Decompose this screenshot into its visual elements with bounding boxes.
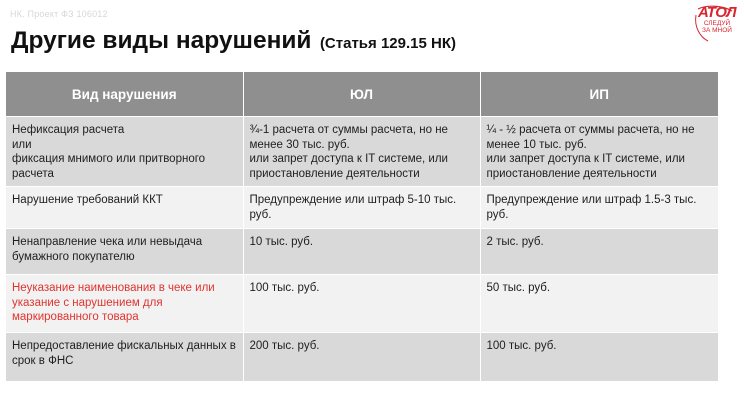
page-subtitle: (Статья 129.15 НК) <box>319 35 456 52</box>
column-header-ip: ИП <box>480 72 718 117</box>
logo-tagline: СЛЕДУЙ ЗА МНОЙ <box>702 20 732 34</box>
cell-violation: Непредоставление фискальных данных в срок в ФНС <box>6 333 243 381</box>
cell-ul-penalty: 10 тыс. руб. <box>243 229 480 275</box>
table-row <box>6 117 718 187</box>
violations-table <box>6 72 718 381</box>
table-body <box>6 117 718 381</box>
logo-brand: АТОЛ <box>697 4 736 21</box>
document-code: НК. Проект ФЗ 106012 <box>10 9 108 19</box>
cell-ip-penalty: Предупреждение или штраф 1.5-3 тыс. руб. <box>480 187 718 229</box>
table-row <box>6 229 718 275</box>
cell-violation: Нефиксация расчета или фиксация мнимого или притворного расчета <box>6 117 243 187</box>
column-header-violation: Вид нарушения <box>6 72 243 117</box>
cell-ul-penalty: 200 тыс. руб. <box>243 333 480 381</box>
cell-ip-penalty: 50 тыс. руб. <box>480 275 718 333</box>
cell-ul-penalty: Предупреждение или штраф 5-10 тыс. руб. <box>243 187 480 229</box>
cell-ul-penalty: 100 тыс. руб. <box>243 275 480 333</box>
column-header-ul: ЮЛ <box>243 72 480 117</box>
table-row <box>6 275 718 333</box>
table-row <box>6 187 718 229</box>
page-title: Другие виды нарушений <box>11 27 312 54</box>
table-row <box>6 333 718 381</box>
cell-violation: Ненаправление чека или невыдача бумажного покупателю <box>6 229 243 275</box>
cell-violation: Нарушение требований ККТ <box>6 187 243 229</box>
table-header-row <box>6 72 718 117</box>
cell-ip-penalty: 100 тыс. руб. <box>480 333 718 381</box>
cell-violation: Неуказание наименования в чеке или указание с нарушением для маркированного товара <box>6 275 243 333</box>
cell-ip-penalty: ¼ - ½ расчета от суммы расчета, но не менее 10 тыс. руб. или запрет доступа к IT системе, или приостановление деятельности <box>480 117 718 187</box>
cell-ul-penalty: ¾-1 расчета от суммы расчета, но не менее 30 тыс. руб. или запрет доступа к IT системе, или приостановление деятельности <box>243 117 480 187</box>
page-title-block <box>11 27 456 55</box>
cell-ip-penalty: 2 тыс. руб. <box>480 229 718 275</box>
